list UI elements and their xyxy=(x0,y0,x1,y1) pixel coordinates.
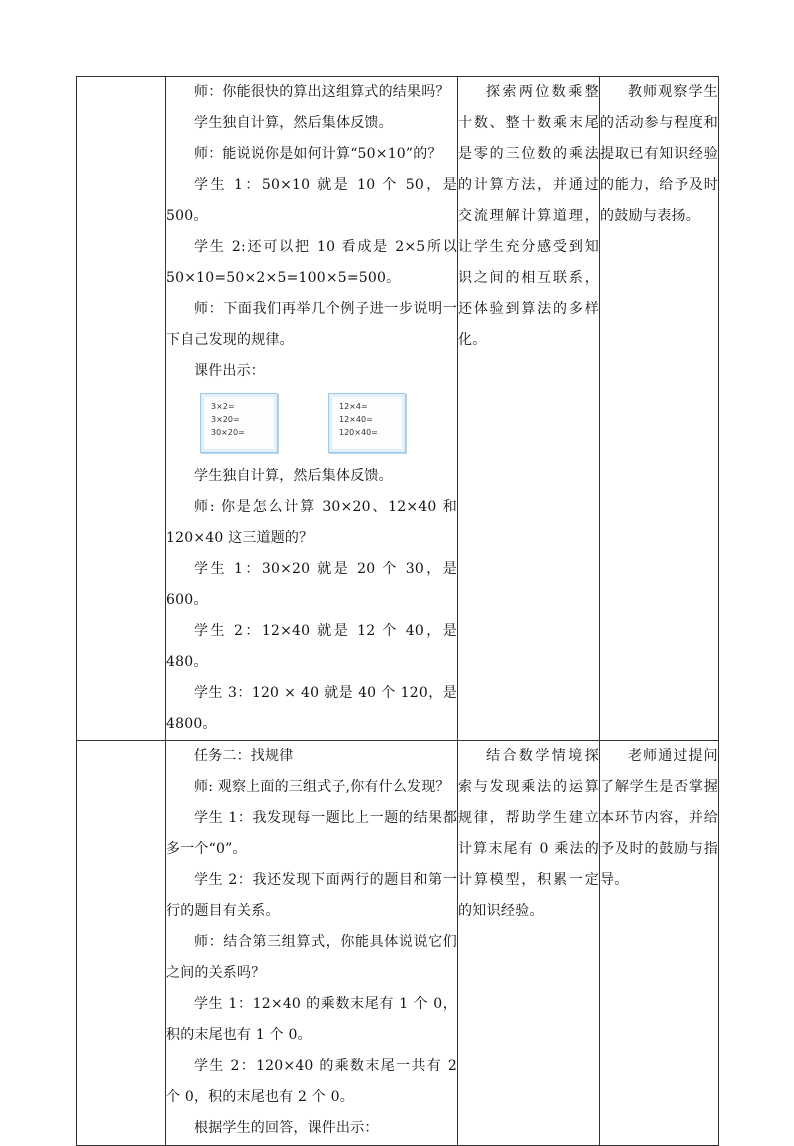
table-row xyxy=(77,741,719,1146)
process-line: 师: 你是怎么计算 30×20、12×40 和 120×40 这三道题的？ xyxy=(166,499,457,546)
evaluation-text: 老师通过提问了解学生是否掌握本环节内容，并给予及时的鼓励与指导。 xyxy=(600,748,718,888)
process-line: 师：你能很快的算出这组算式的结果吗？ xyxy=(194,84,450,100)
process-line: 师: 观察上面的三组式子,你有什么发现？ xyxy=(194,779,450,795)
slide-card xyxy=(328,393,406,453)
process-line: 学生独自计算，然后集体反馈。 xyxy=(194,115,393,131)
slide-equation: 120×40= xyxy=(339,428,378,437)
process-line: 学生 1：50×10 就是 10 个 50，是 500。 xyxy=(166,177,457,224)
process-line: 学生 2:还可以把 10 看成是 2×5所以 50×10=50×2×5=100×5=500。 xyxy=(166,239,457,286)
process-line: 师：能说说你是如何计算“50×10”的？ xyxy=(194,146,442,162)
process-line: 学生独自计算，然后集体反馈。 xyxy=(194,468,393,484)
evaluation-cell xyxy=(600,77,719,741)
courseware-slides xyxy=(166,387,457,461)
slide-equation: 3×2= xyxy=(211,402,235,411)
slide-card xyxy=(200,393,278,453)
process-line: 学生 2：12×40 就是 12 个 40，是 480。 xyxy=(166,623,457,670)
slide-equation: 30×20= xyxy=(211,428,245,437)
stage-cell xyxy=(77,77,166,741)
process-line: 师：下面我们再举几个例子进一步说明一下自己发现的规律。 xyxy=(166,301,457,348)
process-line: 学生 3：120 × 40 就是 40 个 120，是 4800。 xyxy=(166,685,457,732)
slide-equation: 12×4= xyxy=(339,402,368,411)
design-purpose-text: 探索两位数乘整十数、整十数乘末尾是零的三位数的乘法的计算方法，并通过交流理解计算道理，让学生充分感受到知识之间的相互联系，还体验到算法的多样化。 xyxy=(458,84,599,348)
table-row xyxy=(77,77,719,741)
slide-equation: 12×40= xyxy=(339,415,373,424)
process-line: 学生 1：我发现每一题比上一题的结果都多一个“0”。 xyxy=(166,810,457,857)
lesson-plan-table xyxy=(76,76,719,1146)
process-line: 课件出示： xyxy=(194,363,265,379)
process-line: 学生 2：我还发现下面两行的题目和第一行的题目有关系。 xyxy=(166,872,457,919)
process-line: 学生 2：120×40 的乘数末尾一共有 2 个 0，积的末尾也有 2 个 0。 xyxy=(166,1058,457,1105)
evaluation-text: 教师观察学生的活动参与程度和提取已有知识经验的能力，给予及时的鼓励与表扬。 xyxy=(600,84,718,224)
design-purpose-text: 结合数学情境探索与发现乘法的运算规律，帮助学生建立计算末尾有 0 乘法的计算模型，积累一定的知识经验。 xyxy=(458,748,599,919)
teaching-process-cell xyxy=(166,741,458,1146)
design-purpose-cell xyxy=(458,741,600,1146)
design-purpose-cell xyxy=(458,77,600,741)
process-line: 根据学生的回答，课件出示： xyxy=(194,1120,379,1136)
stage-cell xyxy=(77,741,166,1146)
process-line: 学生 1：30×20 就是 20 个 30，是 600。 xyxy=(166,561,457,608)
teaching-process-cell xyxy=(166,77,458,741)
evaluation-cell xyxy=(600,741,719,1146)
process-line: 师：结合第三组算式，你能具体说说它们之间的关系吗？ xyxy=(166,934,457,981)
slide-equation: 3×20= xyxy=(211,415,240,424)
process-line: 学生 1：12×40 的乘数末尾有 1 个 0，积的末尾也有 1 个 0。 xyxy=(166,996,457,1043)
process-line: 任务二：找规律 xyxy=(194,748,294,764)
